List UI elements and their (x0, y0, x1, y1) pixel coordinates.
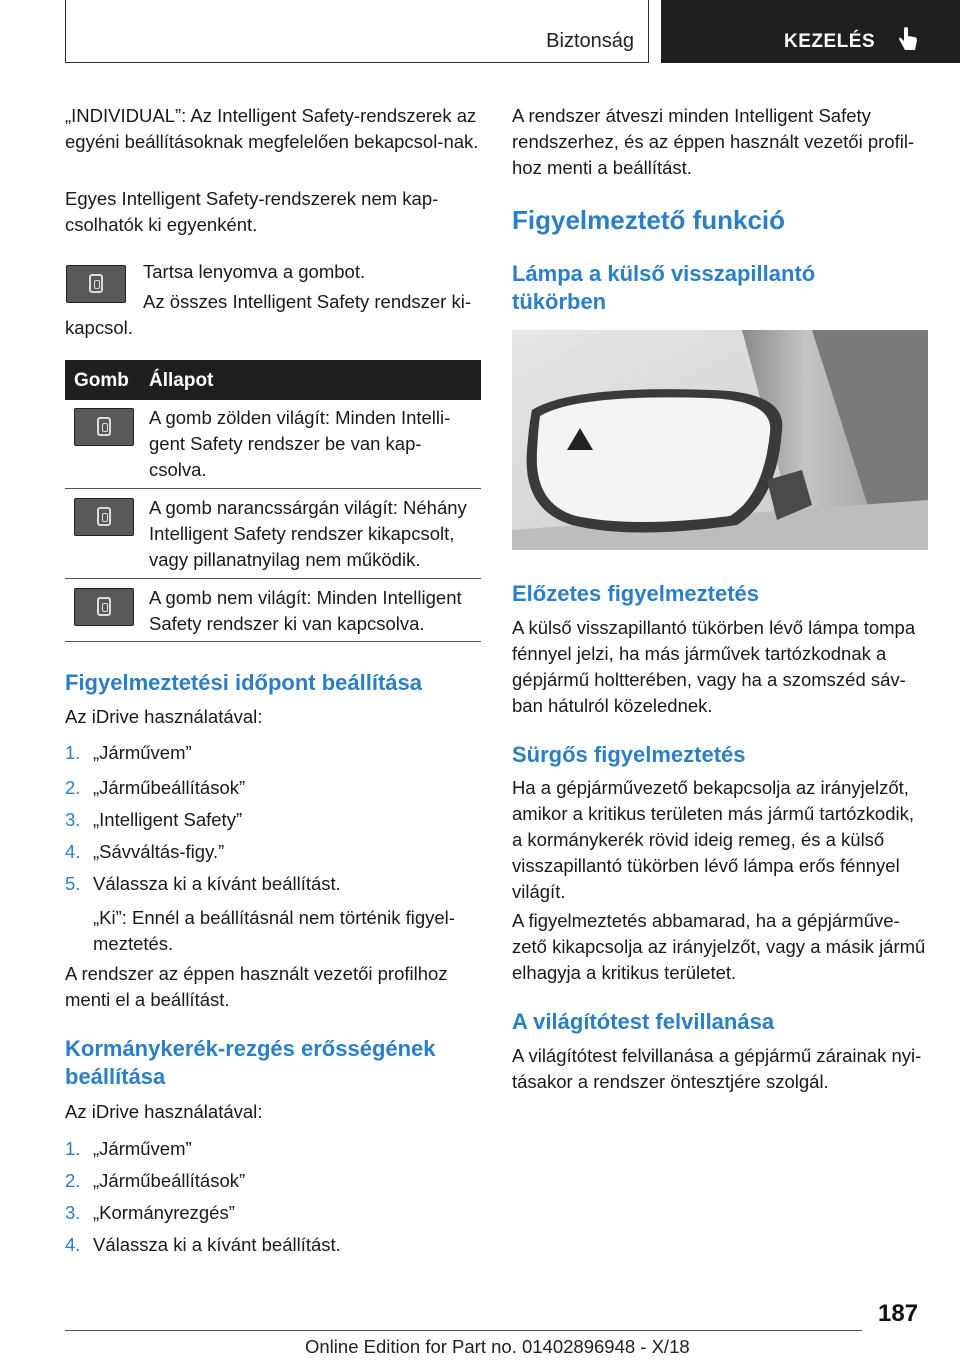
list-item (65, 871, 485, 897)
table-divider (65, 641, 481, 642)
hold-instruction: Tartsa lenyomva a gombot. (143, 261, 366, 282)
light-flash-line-1: A világítótest felvillanása a gépjármű zárainak nyi- (512, 1045, 922, 1066)
list-text: „Járműbeállítások” (93, 1170, 246, 1191)
mirror-illustration (512, 330, 928, 550)
footer-edition: Online Edition for Part no. 01402896948 - X/18 (305, 1336, 690, 1357)
list-number: 1. (65, 1138, 81, 1159)
list-text: „Intelligent Safety” (93, 809, 243, 830)
list-number: 3. (65, 809, 81, 830)
table-header (65, 360, 481, 400)
table-col-allapot: Állapot (149, 370, 214, 391)
intelligent-safety-button-image (66, 265, 126, 303)
table-col-gomb: Gomb (74, 370, 129, 391)
all-off-text-1: Az összes Intelligent Safety rendszer ki- (143, 291, 472, 312)
list-text: „Járművem” (93, 742, 192, 763)
hand-pointer-icon (897, 26, 919, 54)
table-row-2-line-2: Intelligent Safety rendszer kikapcsolt, (149, 523, 455, 544)
list-item (65, 839, 485, 865)
header-chapter-label: KEZELÉS (784, 31, 876, 52)
button-orange-image (74, 498, 134, 536)
heading-mirror-lamp-1: Lámpa a külső visszapillantó (512, 261, 816, 286)
outro-line-2: menti el a beállítást. (65, 989, 230, 1010)
list-number: 5. (65, 873, 81, 894)
early-warning-line-3: gépjármű holtterében, vagy ha a szomszéd sáv- (512, 669, 906, 690)
section-steering-title-2: beállítása (65, 1064, 166, 1089)
urgent-p2-line-2: zető kikapcsolja az irányjelzőt, vagy a másik jármű (512, 936, 926, 957)
right-intro-2: rendszerhez, és az éppen használt vezetői profil- (512, 131, 915, 152)
list-item (65, 1200, 485, 1226)
table-divider (65, 578, 481, 579)
heading-urgent-warning: Sürgős figyelmeztetés (512, 742, 746, 767)
table-row-1-line-1: A gomb zölden világít: Minden Intelli- (149, 407, 451, 428)
list-number: 4. (65, 841, 81, 862)
table-row-3-line-2: Safety rendszer ki van kapcsolva. (149, 613, 425, 634)
list-item (65, 807, 485, 833)
list-number: 3. (65, 1202, 81, 1223)
list-text: „Sávváltás-figy.” (93, 841, 225, 862)
list-item (65, 1168, 485, 1194)
intro-paragraph-1: „INDIVIDUAL”: Az Intelligent Safety-rendszerek az egyéni beállításoknak megfelelően bekapcsol-nak. (65, 105, 479, 152)
section-warning-time-sub: Az iDrive használatával: (65, 706, 263, 727)
section-warning-time-title: Figyelmeztetési időpont beállítása (65, 670, 422, 695)
urgent-line-2: amikor a kritikus területen más jármű tartózkodik, (512, 803, 914, 824)
light-flash-line-2: tásakor a rendszer öntesztjére szolgál. (512, 1071, 829, 1092)
table-row-2-line-3: vagy pillanatnyilag nem működik. (149, 549, 421, 570)
list-number: 1. (65, 742, 81, 763)
header-chapter-tab (661, 0, 960, 63)
side-mirror-image (512, 330, 928, 550)
urgent-p2-line-1: A figyelmeztetés abbamarad, ha a gépjárműve- (512, 910, 900, 931)
header-section-tab (65, 0, 649, 63)
table-divider (65, 488, 481, 489)
footer-divider (65, 1330, 862, 1331)
list-item (65, 775, 485, 801)
table-row-2-line-1: A gomb narancssárgán világít: Néhány (149, 497, 467, 518)
list-number: 2. (65, 777, 81, 798)
table-row-1-line-2: gent Safety rendszer be van kap- (149, 433, 422, 454)
early-warning-line-2: fénnyel jelzi, ha más járművek tartózkodnak a (512, 643, 887, 664)
page-number: 187 (878, 1300, 919, 1327)
list-number: 2. (65, 1170, 81, 1191)
urgent-line-4: visszapillantó tükörben lévő lámpa erős fénnyel (512, 855, 900, 876)
list-text: „Kormányrezgés” (93, 1202, 235, 1223)
early-warning-line-1: A külső visszapillantó tükörben lévő lámpa tompa (512, 617, 916, 638)
table-row-1-line-3: csolva. (149, 459, 207, 480)
list-item (65, 1232, 485, 1258)
list-note-line-1: „Ki”: Ennél a beállításnál nem történik figyel- (93, 907, 455, 928)
urgent-line-3: a kormánykerék rövid ideig remeg, és a külső (512, 829, 885, 850)
heading-light-flash: A világítótest felvillanása (512, 1009, 775, 1034)
section-steering-sub: Az iDrive használatával: (65, 1101, 263, 1122)
list-note-line-2: meztetés. (93, 933, 174, 954)
list-text: „Járművem” (93, 1138, 192, 1159)
heading-early-warning: Előzetes figyelmeztetés (512, 581, 759, 606)
right-intro-3: hoz menti a beállítást. (512, 157, 692, 178)
right-intro-1: A rendszer átveszi minden Intelligent Safety (512, 105, 871, 126)
all-off-text-2: kapcsol. (65, 317, 133, 338)
urgent-line-1: Ha a gépjárművezető bekapcsolja az irányjelzőt, (512, 777, 909, 798)
list-item (65, 1136, 485, 1162)
intro-paragraph-2: Egyes Intelligent Safety-rendszerek nem kap-csolhatók ki egyenként. (65, 188, 439, 235)
list-text: „Járműbeállítások” (93, 777, 246, 798)
urgent-line-5: világít. (512, 881, 566, 902)
button-off-image (74, 588, 134, 626)
table-row-3-line-1: A gomb nem világít: Minden Intelligent (149, 587, 462, 608)
urgent-p2-line-3: elhagyja a kritikus területet. (512, 962, 737, 983)
header-section-label: Biztonság (546, 30, 634, 52)
outro-line-1: A rendszer az éppen használt vezetői profilhoz (65, 963, 448, 984)
early-warning-line-4: ban hátulról közelednek. (512, 695, 713, 716)
button-green-image (74, 408, 134, 446)
heading-mirror-lamp-2: tükörben (512, 289, 607, 314)
section-steering-title-1: Kormánykerék-rezgés erősségének (65, 1036, 436, 1061)
list-text: Válassza ki a kívánt beállítást. (93, 873, 341, 894)
list-item (65, 740, 485, 766)
list-text: Válassza ki a kívánt beállítást. (93, 1234, 341, 1255)
heading-warning-function: Figyelmeztető funkció (512, 205, 786, 235)
list-number: 4. (65, 1234, 81, 1255)
